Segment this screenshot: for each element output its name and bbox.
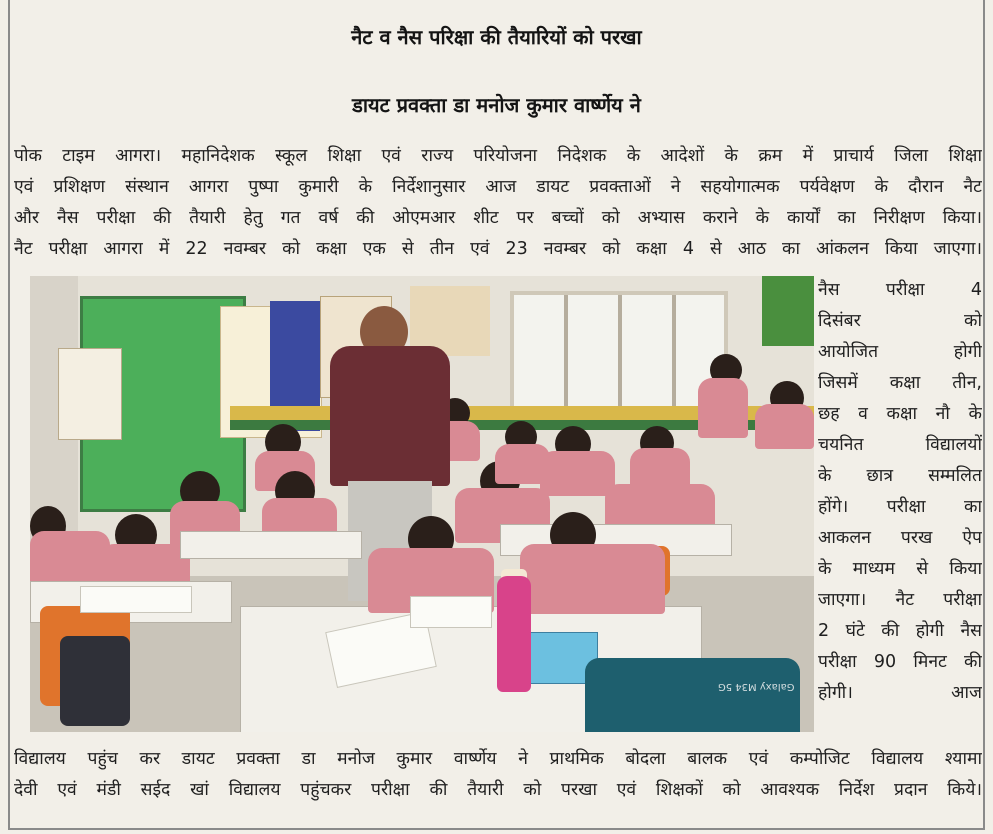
side-line: नैस परीक्षा 4 <box>818 280 982 300</box>
side-line: जाएगा। नैट परीक्षा <box>818 590 982 610</box>
side-line: दिसंबर को <box>818 311 982 331</box>
intro-line: और नैस परीक्षा की तैयारी हेतु गत वर्ष की ओएमआर शीट पर बच्चों को अभ्यास कराने के कार्यों का निरीक्षण किया। <box>14 208 982 228</box>
side-line: के छात्र सम्मलित <box>818 466 982 486</box>
side-line: चयनित विद्यालयों <box>818 435 982 455</box>
side-line: छह व कक्षा नौ के <box>818 404 982 424</box>
camera-watermark: Galaxy M34 5G <box>718 681 795 692</box>
side-line: 2 घंटे की होगी नैस <box>818 621 982 641</box>
intro-line: एवं प्रशिक्षण संस्थान आगरा पुष्पा कुमारी के निर्देशानुसार आज डायट प्रवक्ताओं ने सहयोगात्मक पर्यवेक्षण के दौरान नैट <box>14 177 982 197</box>
side-line: जिसमें कक्षा तीन, <box>818 373 982 393</box>
closing-line: देवी एवं मंडी सईद खां विद्यालय पहुंचकर परीक्षा की तैयारी को परखा एवं शिक्षकों को आवश्यक निर्देश प्रदान किये। <box>14 780 982 800</box>
intro-paragraph <box>14 141 982 265</box>
classroom-photo <box>30 276 814 732</box>
side-line: होंगे। परीक्षा का <box>818 497 982 517</box>
closing-paragraph <box>14 744 982 806</box>
closing-line: विद्यालय पहुंच कर डायट प्रवक्ता डा मनोज कुमार वार्ष्णेय ने प्राथमिक बोदला बालक एवं कम्पोजिट विद्यालय श्यामा <box>14 749 982 769</box>
headline-line-2: डायट प्रवक्ता डा मनोज कुमार वार्ष्णेय ने <box>352 93 641 117</box>
side-line: परीक्षा 90 मिनट की <box>818 652 982 672</box>
headline-line-1: नैट व नैस परिक्षा की तैयारियों को परखा <box>351 25 642 49</box>
side-line: के माध्यम से किया <box>818 559 982 579</box>
intro-line: पोक टाइम आगरा। महानिदेशक स्कूल शिक्षा एवं राज्य परियोजना निदेशक के आदेशों के क्रम में प्राचार्य जिला शिक्षा <box>14 146 982 166</box>
side-line: आकलन परख ऐप <box>818 528 982 548</box>
intro-line: नैट परीक्षा आगरा में 22 नवम्बर को कक्षा एक से तीन एवं 23 नवम्बर को कक्षा 4 से आठ का आंकलन किया जाएगा। <box>14 239 982 259</box>
side-line: आयोजित होगी <box>818 342 982 362</box>
side-line: होगी। आज <box>818 683 982 703</box>
side-paragraph <box>818 275 982 709</box>
